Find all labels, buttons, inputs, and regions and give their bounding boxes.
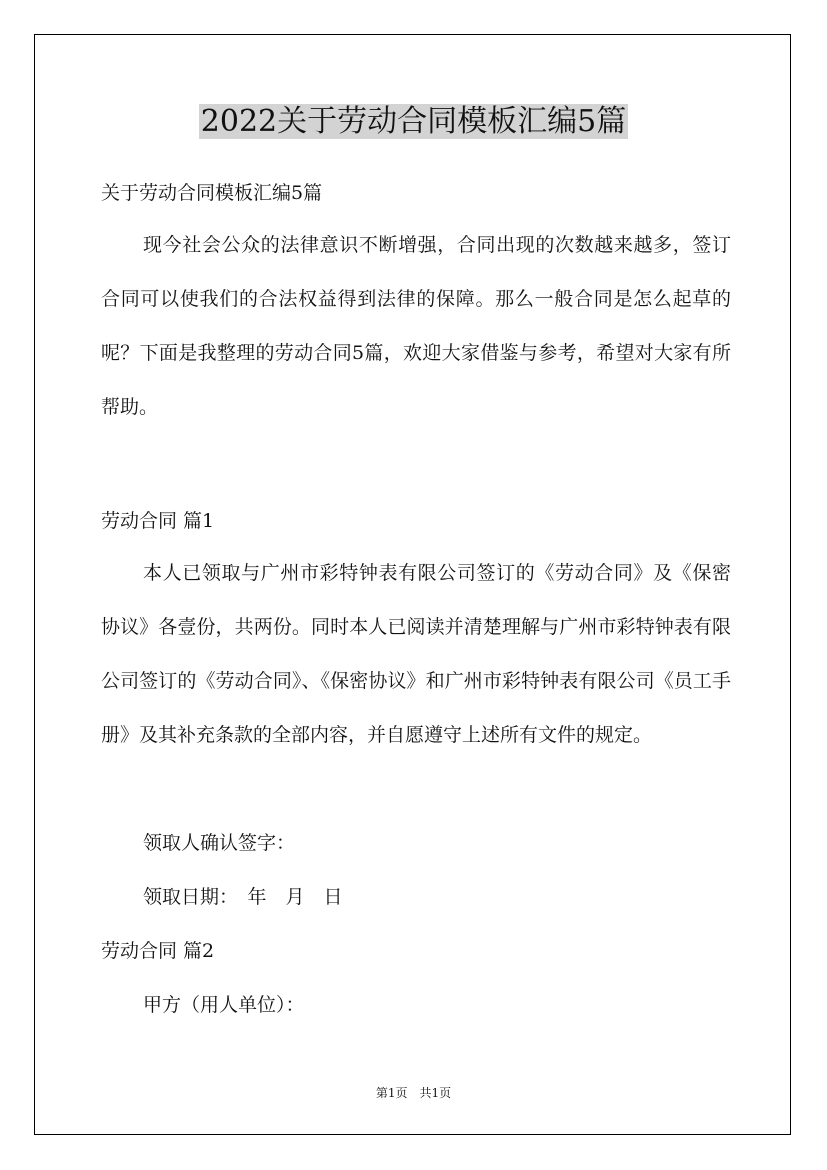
signature-line: 领取人确认签字： [143,832,296,854]
document-title-text: 2022关于劳动合同模板汇编5篇 [200,104,627,139]
section-1-heading: 劳动合同 篇1 [101,510,215,532]
page-footer: 第1页 共1页 [375,1086,452,1100]
date-line: 领取日期： 年 月 日 [143,886,343,908]
document-title [0,100,827,144]
party-a-line: 甲方（用人单位）： [143,994,305,1016]
document-subtitle: 关于劳动合同模板汇编5篇 [101,182,323,204]
intro-paragraph: 现今社会公众的法律意识不断增强，合同出现的次数越来越多，签订合同可以使我们的合法权益得到法律的保障。那么一般合同是怎么起草的呢？下面是我整理的劳动合同5篇，欢迎大家借鉴与参考，希望对大家有所帮助。 [101,234,731,418]
section-1-paragraph: 本人已领取与广州市彩特钟表有限公司签订的《劳动合同》及《保密协议》各壹份，共两份。同时本人已阅读并清楚理解与广州市彩特钟表有限公司签订的《劳动合同》、《保密协议》和广州市彩特钟表有限公司《员工手册》及其补充条款的全部内容，并自愿遵守上述所有文件的规定。 [101,562,731,746]
section-2-heading: 劳动合同 篇2 [101,940,215,962]
